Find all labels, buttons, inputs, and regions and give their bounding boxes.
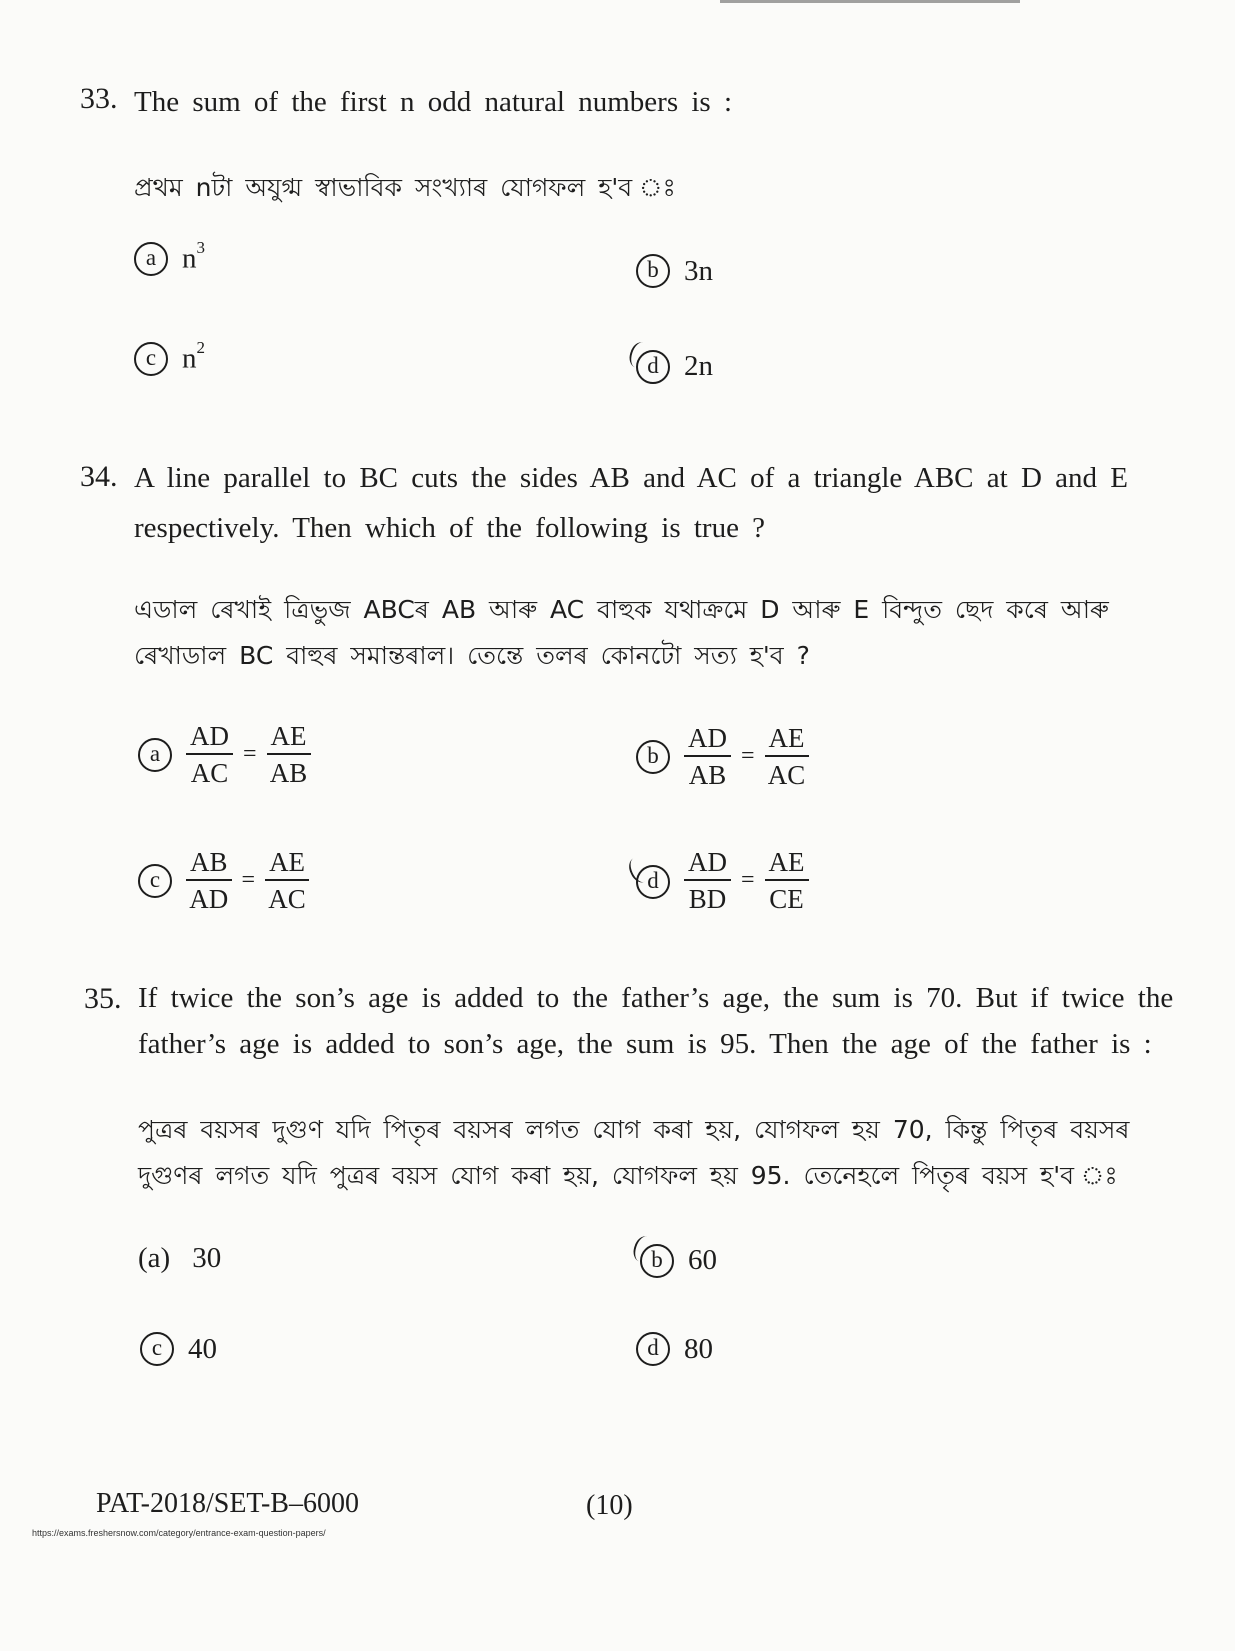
paper-code: PAT-2018/SET-B–6000 bbox=[96, 1488, 359, 1519]
q34-english-line-2: respectively. Then which of the following is true ? bbox=[134, 512, 766, 544]
option-marker-wrap bbox=[640, 1242, 674, 1278]
q34-assamese-line-2: ৰেখাডাল BC বাহুৰ সমান্তৰাল। তেন্তে তলৰ কোনটো সত্য হ'ব ? bbox=[134, 641, 810, 670]
source-url[interactable]: https://exams.freshersnow.com/category/entrance-exam-question-papers/ bbox=[32, 1528, 326, 1538]
top-edge-line bbox=[720, 0, 1020, 3]
option-marker: d bbox=[636, 1332, 670, 1366]
option-marker: d bbox=[636, 865, 670, 899]
option-text: 60 bbox=[688, 1243, 717, 1276]
option-marker-wrap bbox=[636, 863, 670, 899]
ratio-equation: $\frac{AD}{AB}$ = $\frac{AE}{AC}$ bbox=[684, 724, 809, 790]
option-marker: b bbox=[636, 740, 670, 774]
option-marker: b bbox=[640, 1244, 674, 1278]
option-marker: a bbox=[134, 242, 168, 276]
q35-assamese-line-2: দুগুণৰ লগত যদি পুত্ৰৰ বয়স যোগ কৰা হয়, যোগফল হয় 95. তেনেহলে পিতৃৰ বয়স হ'ব ঃ bbox=[138, 1161, 1123, 1190]
fraction-right: $\frac{AE}{CE}$ bbox=[765, 848, 809, 914]
option-marker: a bbox=[138, 738, 172, 772]
q33-number: 33. bbox=[80, 82, 118, 115]
q35-option-d[interactable] bbox=[636, 1332, 713, 1366]
q34-option-a[interactable] bbox=[138, 722, 311, 788]
q33-english-line-1: The sum of the first n odd natural numbers is : bbox=[134, 86, 733, 118]
option-text: 80 bbox=[684, 1332, 713, 1365]
option-marker: c bbox=[134, 342, 168, 376]
option-marker-wrap bbox=[636, 348, 670, 384]
fraction-left: $\frac{AB}{AD}$ bbox=[186, 848, 232, 914]
q34-option-d[interactable] bbox=[636, 848, 809, 914]
q34-assamese-line-1: এডাল ৰেখাই ত্ৰিভুজ ABCৰ AB আৰু AC বাহুক যথাক্ৰমে D আৰু E বিন্দুত ছেদ কৰে আৰু bbox=[134, 595, 1109, 624]
fraction-left: $\frac{AD}{AB}$ bbox=[684, 724, 731, 790]
option-marker: (a) bbox=[138, 1242, 171, 1274]
q33-option-c[interactable] bbox=[134, 338, 205, 376]
q33-assamese-line-1: প্ৰথম nটা অযুগ্ম স্বাভাবিক সংখ্যাৰ যোগফল হ'ব ঃ bbox=[134, 173, 681, 202]
q34-option-c[interactable] bbox=[138, 848, 309, 914]
q34-english-line-1: A line parallel to BC cuts the sides AB and AC of a triangle ABC at D and E bbox=[134, 462, 1128, 494]
option-text: $n^3$ bbox=[182, 238, 205, 275]
q35-option-c[interactable] bbox=[140, 1332, 217, 1366]
q35-english-line-2: father’s age is added to son’s age, the sum is 95. Then the age of the father is : bbox=[138, 1028, 1152, 1060]
fraction-right: $\frac{AE}{AC}$ bbox=[265, 848, 309, 914]
ratio-equation: $\frac{AB}{AD}$ = $\frac{AE}{AC}$ bbox=[186, 848, 309, 914]
fraction-right: $\frac{AE}{AC}$ bbox=[765, 724, 809, 790]
option-text: 3n bbox=[684, 254, 713, 287]
option-marker: c bbox=[140, 1332, 174, 1366]
q35-english-line-1: If twice the son’s age is added to the father’s age, the sum is 70. But if twice the bbox=[138, 982, 1174, 1014]
q34-number: 34. bbox=[80, 460, 118, 493]
q35-option-b[interactable] bbox=[640, 1242, 717, 1278]
q33-option-b[interactable] bbox=[636, 254, 713, 288]
q35-number: 35. bbox=[84, 982, 122, 1015]
q33-option-d[interactable] bbox=[636, 348, 713, 384]
q35-assamese-line-1: পুত্ৰৰ বয়সৰ দুগুণ যদি পিতৃৰ বয়সৰ লগত যোগ কৰা হয়, যোগফল হয় 70, কিন্তু পিতৃৰ বয়সৰ bbox=[138, 1115, 1130, 1144]
option-text: 40 bbox=[188, 1332, 217, 1365]
option-marker: c bbox=[138, 864, 172, 898]
option-text: 2n bbox=[684, 349, 713, 382]
q35-option-a[interactable] bbox=[138, 1242, 221, 1275]
fraction-right: $\frac{AE}{AB}$ bbox=[267, 722, 311, 788]
option-text: 30 bbox=[192, 1242, 222, 1274]
ratio-equation: $\frac{AD}{AC}$ = $\frac{AE}{AB}$ bbox=[186, 722, 311, 788]
ratio-equation: $\frac{AD}{BD}$ = $\frac{AE}{CE}$ bbox=[684, 848, 809, 914]
q33-option-a[interactable] bbox=[134, 238, 205, 276]
q34-option-b[interactable] bbox=[636, 724, 809, 790]
fraction-left: $\frac{AD}{BD}$ bbox=[684, 848, 731, 914]
fraction-left: $\frac{AD}{AC}$ bbox=[186, 722, 233, 788]
option-text: $n^2$ bbox=[182, 338, 205, 375]
option-marker: b bbox=[636, 254, 670, 288]
page-number: (10) bbox=[586, 1490, 633, 1521]
option-marker: d bbox=[636, 350, 670, 384]
